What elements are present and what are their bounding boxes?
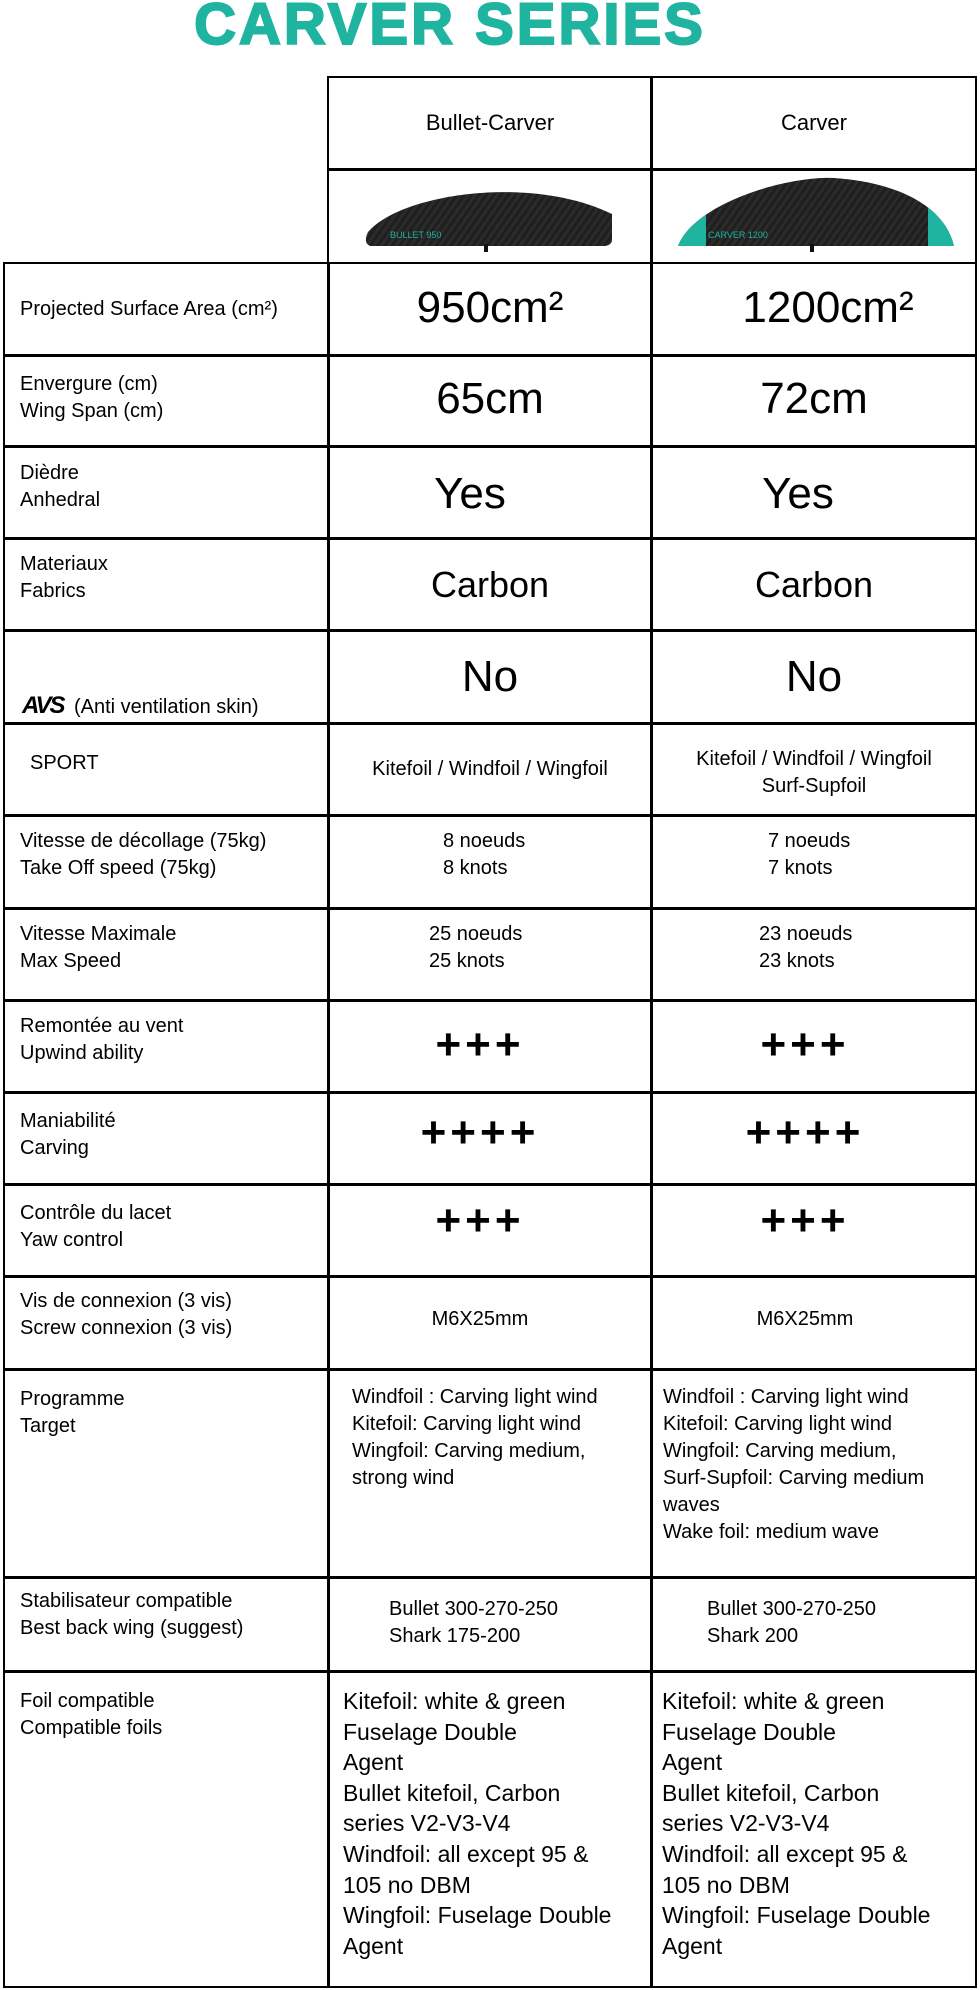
page-title (190, 0, 710, 62)
row-value-carver-fabrics: Carbon (754, 564, 874, 605)
row-value-carver-sport: Kitefoil / Windfoil / Wingfoil Surf-Supfoil (696, 748, 932, 797)
row-label-fabrics: Materiaux Fabrics (20, 553, 108, 602)
row-value-bullet-surface: 950cm² (416, 283, 564, 332)
row-value-carver-foils: Kitefoil: white & green Fuselage Double Agent Bullet kitefoil, Carbon series V2-V3-V4 Windfoil: all except 95 & 105 no DBM Wingfoil: Fuselage Double Agent (662, 1688, 931, 1959)
row-value-bullet-fabrics: Carbon (430, 564, 550, 605)
bullet-wing-image (360, 174, 620, 254)
row-value-bullet-carving: ++++ (420, 1108, 540, 1157)
carver-wing-print: CARVER 1200 (708, 230, 768, 240)
row-value-bullet-span: 65cm (436, 374, 544, 423)
row-value-bullet-avs: No (461, 652, 519, 701)
row-value-carver-anhedral: Yes (762, 469, 834, 518)
row-value-bullet-upwind: +++ (435, 1020, 525, 1069)
row-value-carver-surface: 1200cm² (742, 283, 914, 332)
row-value-bullet-max-speed: 25 noeuds 25 knots (429, 923, 523, 972)
row-value-carver-screw: M6X25mm (756, 1308, 854, 1330)
row-value-bullet-yaw: +++ (435, 1196, 525, 1245)
avs-logo-icon (20, 691, 68, 719)
row-value-carver-back-wing: Bullet 300-270-250 Shark 200 (707, 1598, 877, 1647)
row-label-carving: Maniabilité Carving (20, 1110, 116, 1159)
row-value-carver-takeoff: 7 noeuds 7 knots (768, 830, 851, 879)
row-label-screw: Vis de connexion (3 vis) Screw connexion (3 vis) (20, 1290, 233, 1339)
row-value-carver-upwind: +++ (760, 1020, 850, 1069)
row-label-max-speed: Vitesse Maximale Max Speed (20, 923, 177, 972)
row-value-bullet-anhedral: Yes (434, 469, 506, 518)
row-value-carver-target: Windfoil : Carving light wind Kitefoil: Carving light wind Wingfoil: Carving medium, Surf-Supfoil: Carving medium waves Wake foil: medium wave (663, 1386, 925, 1543)
column-header-carver: Carver (780, 110, 847, 135)
title-text: CARVER SERIES (194, 0, 706, 57)
row-label-avs (20, 664, 259, 721)
row-label-foils: Foil compatible Compatible foils (20, 1690, 163, 1739)
row-label-wing-span: Envergure (cm) Wing Span (cm) (20, 373, 164, 422)
avs-logo-text: AVS (22, 692, 64, 719)
row-label-sport: SPORT (30, 752, 99, 774)
row-label-avs-text: (Anti ventilation skin) (74, 696, 259, 718)
row-value-bullet-screw: M6X25mm (431, 1308, 529, 1330)
row-value-carver-span: 72cm (760, 374, 868, 423)
row-value-bullet-takeoff: 8 noeuds 8 knots (443, 830, 526, 879)
row-label-back-wing: Stabilisateur compatible Best back wing (suggest) (20, 1590, 244, 1639)
row-value-bullet-target: Windfoil : Carving light wind Kitefoil: Carving light wind Wingfoil: Carving medium, strong wind (352, 1386, 598, 1489)
column-header-bullet-carver: Bullet-Carver (425, 110, 555, 135)
row-value-bullet-back-wing: Bullet 300-270-250 Shark 175-200 (389, 1598, 559, 1647)
row-value-bullet-foils: Kitefoil: white & green Fuselage Double Agent Bullet kitefoil, Carbon series V2-V3-V4 Windfoil: all except 95 & 105 no DBM Wingfoil: Fuselage Double Agent (343, 1688, 612, 1959)
row-label-target: Programme Target (20, 1388, 125, 1437)
row-label-anhedral: Dièdre Anhedral (20, 462, 101, 511)
row-label-surface-area: Projected Surface Area (cm²) (20, 298, 278, 320)
row-label-yaw: Contrôle du lacet Yaw control (20, 1202, 172, 1251)
row-value-carver-yaw: +++ (760, 1196, 850, 1245)
row-value-bullet-sport: Kitefoil / Windfoil / Wingfoil (372, 758, 608, 780)
row-label-takeoff: Vitesse de décollage (75kg) Take Off speed (75kg) (20, 830, 267, 879)
row-value-carver-carving: ++++ (745, 1108, 865, 1157)
row-value-carver-avs: No (785, 652, 843, 701)
carver-wing-image (674, 174, 958, 254)
row-label-upwind: Remontée au vent Upwind ability (20, 1015, 184, 1064)
row-value-carver-max-speed: 23 noeuds 23 knots (759, 923, 853, 972)
bullet-wing-print: BULLET 950 (390, 230, 442, 240)
